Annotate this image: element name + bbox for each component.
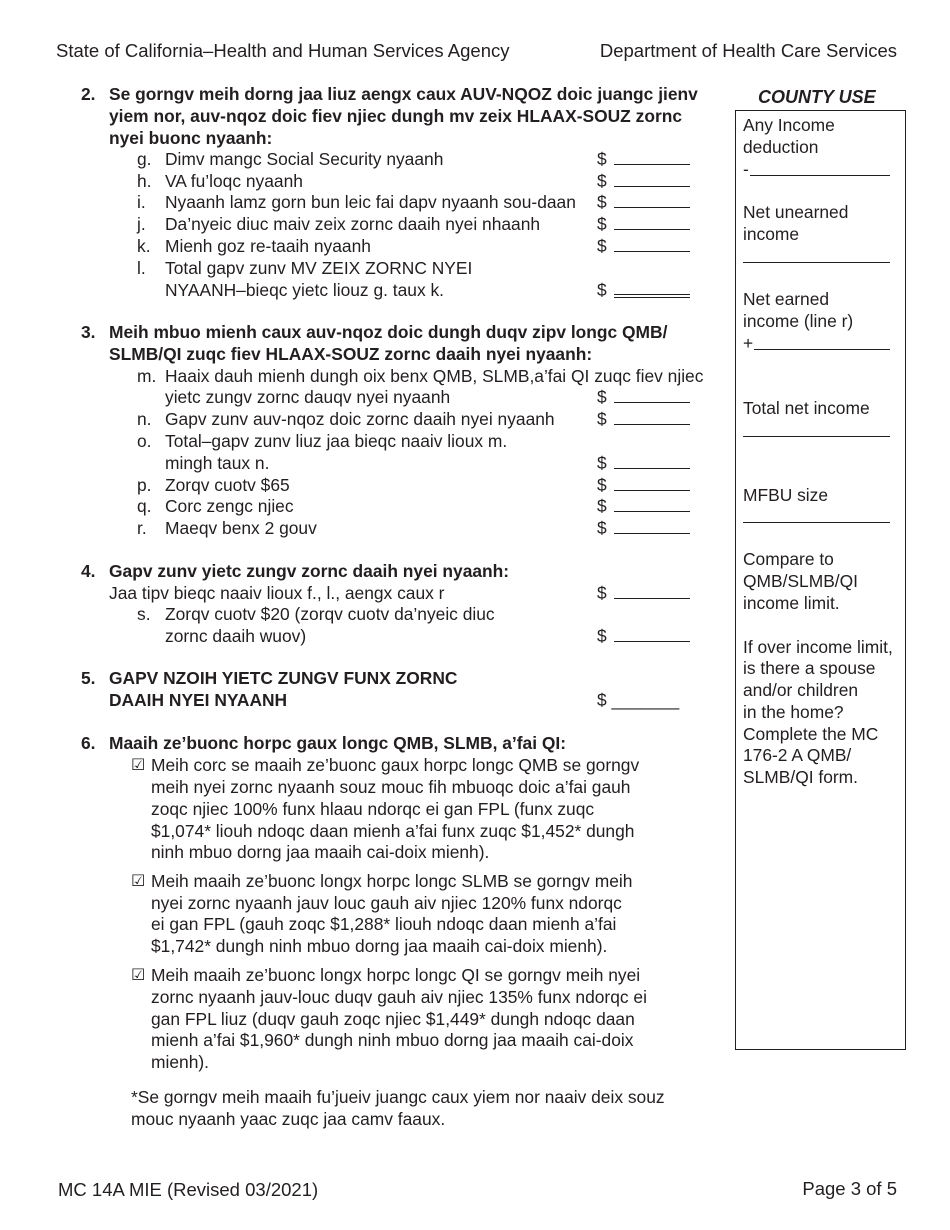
county-net-unearned-field[interactable] [743, 262, 890, 263]
item-o-label-line-2: mingh taux n. [165, 453, 270, 473]
item-q-dollar: $ [597, 496, 607, 516]
item-i-dollar: $ [597, 192, 607, 212]
section-4-field[interactable] [614, 598, 690, 599]
section-2-number: 2. [81, 84, 96, 104]
qmb-text-line-4: $1,074* liouh ndoqc daan mienh a’fai funx zuqc $1,452* dungh [151, 821, 635, 841]
county-any-income-line-2: deduction [743, 137, 819, 157]
county-any-income-line-1: Any Income [743, 115, 835, 135]
qmb-text-line-5: ninh mbuo dorng jaa maaih cai-doix mienh). [151, 842, 490, 862]
county-net-unearned-line-2: income [743, 224, 800, 244]
section-6-number: 6. [81, 733, 96, 753]
section-3-title-line-1: Meih mbuo mienh caux auv-nqoz doic dungh duqv zipv longc QMB/ [109, 322, 668, 342]
section-5-field[interactable]: $ _______ [597, 690, 680, 710]
item-l-dollar: $ [597, 280, 607, 300]
item-n-dollar: $ [597, 409, 607, 429]
county-compare-line-2: QMB/SLMB/QI [743, 571, 858, 591]
item-i-label: Nyaanh lamz gorn bun leic fai dapv nyaanh sou-daan [165, 192, 576, 212]
slmb-text-line-1: Meih maaih ze’buonc longx horpc longc SLMB se gorngv meih [151, 871, 633, 891]
county-mfbu-field[interactable] [743, 522, 890, 523]
county-if-over-line-7: SLMB/QI form. [743, 767, 858, 787]
item-l-total-field[interactable] [614, 294, 690, 298]
county-net-earned-line-2: income (line r) [743, 311, 854, 331]
item-m-letter: m. [137, 366, 157, 386]
slmb-checkbox[interactable]: ☑ [131, 873, 146, 890]
county-any-income-field[interactable] [750, 175, 890, 176]
item-r-label: Maeqv benx 2 gouv [165, 518, 317, 538]
county-minus-sign: - [743, 159, 749, 179]
item-r-dollar: $ [597, 518, 607, 538]
section-2-title-line-1: Se gorngv meih dorng jaa liuz aengx caux AUV-NQOZ doic juangc jienv [109, 84, 698, 104]
item-r-letter: r. [137, 518, 147, 538]
item-m-dollar: $ [597, 387, 607, 407]
section-4-dollar: $ [597, 583, 607, 603]
item-h-dollar: $ [597, 171, 607, 191]
item-h-label: VA fu’loqc nyaanh [165, 171, 303, 191]
county-compare-line-3: income limit. [743, 593, 840, 613]
county-use-title: COUNTY USE [758, 87, 876, 107]
county-net-earned-field[interactable] [754, 349, 890, 350]
item-n-field[interactable] [614, 424, 690, 425]
item-k-field[interactable] [614, 251, 690, 252]
section-5-number: 5. [81, 668, 96, 688]
item-s-letter: s. [137, 604, 151, 624]
county-if-over-line-2: is there a spouse [743, 658, 876, 678]
county-if-over-line-4: in the home? [743, 702, 844, 722]
item-q-label: Corc zengc njiec [165, 496, 294, 516]
county-plus-sign: + [743, 333, 754, 353]
section-3-number: 3. [81, 322, 96, 342]
header-agency: State of California–Health and Human Services Agency [56, 40, 510, 61]
qi-text-line-2: zornc nyaanh jauv-louc duqv gauh aiv njiec 135% funx ndorqc ei [151, 987, 647, 1007]
county-total-net-income: Total net income [743, 398, 870, 418]
item-k-letter: k. [137, 236, 151, 256]
footnote-line-1: *Se gorngv meih maaih fu’jueiv juangc caux yiem nor naaiv deix souz [131, 1087, 665, 1107]
qi-checkbox[interactable]: ☑ [131, 967, 146, 984]
item-k-label: Mienh goz re-taaih nyaanh [165, 236, 371, 256]
item-p-field[interactable] [614, 490, 690, 491]
item-n-label: Gapv zunv auv-nqoz doic zornc daaih nyei nyaanh [165, 409, 555, 429]
header-department: Department of Health Care Services [599, 40, 897, 61]
county-net-unearned-line-1: Net unearned [743, 202, 849, 222]
county-if-over-line-6: 176-2 A QMB/ [743, 745, 852, 765]
item-s-label-line-2: zornc daaih wuov) [165, 626, 307, 646]
county-compare-line-1: Compare to [743, 549, 834, 569]
item-l-letter: l. [137, 258, 146, 278]
county-mfbu-size: MFBU size [743, 485, 829, 505]
footnote-line-2: mouc nyaanh yaac zuqc jaa camv faaux. [131, 1109, 446, 1129]
footer-form-id: MC 14A MIE (Revised 03/2021) [58, 1179, 319, 1200]
item-j-letter: j. [137, 214, 146, 234]
item-h-letter: h. [137, 171, 152, 191]
slmb-text-line-3: ei gan FPL (gauh zoqc $1,288* liouh ndoqc daan mienh a’fai [151, 914, 617, 934]
county-net-earned-line-1: Net earned [743, 289, 830, 309]
item-m-label-line-2: yietc zungv zornc dauqv nyei nyaanh [165, 387, 451, 407]
section-6-title: Maaih ze’buonc horpc gaux longc QMB, SLMB, a’fai QI: [109, 733, 567, 753]
item-m-label-line-1: Haaix dauh mienh dungh oix benx QMB, SLMB,a’fai QI zuqc fiev njiec [165, 366, 704, 386]
footer-page-number: Page 3 of 5 [802, 1178, 897, 1199]
slmb-text-line-4: $1,742* dungh ninh mbuo dorng jaa maaih cai-doix mienh). [151, 936, 608, 956]
qi-text-line-3: gan FPL liuz (duqv gauh zoqc njiec $1,449* dungh ndoqc daan [151, 1009, 635, 1029]
item-j-label: Da’nyeic diuc maiv zeix zornc daaih nyei nhaanh [165, 214, 541, 234]
item-g-field[interactable] [614, 164, 690, 165]
item-r-field[interactable] [614, 533, 690, 534]
slmb-text-line-2: nyei zornc nyaanh jauv louc gauh aiv njiec 120% funx ndorqc [151, 893, 622, 913]
section-2-title-line-3: nyei buonc nyaanh: [109, 128, 273, 148]
section-2-title-line-2: yiem nor, auv-nqoz doic fiev njiec dungh mv zeix HLAAX-SOUZ zornc [109, 106, 683, 126]
section-4-title: Gapv zunv yietc zungv zornc daaih nyei nyaanh: [109, 561, 510, 581]
item-l-label-line-2: NYAANH–bieqc yietc liouz g. taux k. [165, 280, 445, 300]
section-4-subtitle: Jaa tipv bieqc naaiv lioux f., l., aengx caux r [109, 583, 445, 603]
item-g-letter: g. [137, 149, 152, 169]
section-5-title-line-1: GAPV NZOIH YIETC ZUNGV FUNX ZORNC [109, 668, 458, 688]
county-if-over-line-3: and/or children [743, 680, 859, 700]
item-l-label-line-1: Total gapv zunv MV ZEIX ZORNC NYEI [165, 258, 473, 278]
qi-text-line-1: Meih maaih ze’buonc longx horpc longc QI se gorngv meih nyei [151, 965, 641, 985]
qi-text-line-5: mienh). [151, 1052, 209, 1072]
item-n-letter: n. [137, 409, 152, 429]
item-h-field[interactable] [614, 186, 690, 187]
county-if-over-line-5: Complete the MC [743, 724, 879, 744]
section-5-title-line-2: DAAIH NYEI NYAANH [109, 690, 288, 710]
item-o-field[interactable] [614, 468, 690, 469]
item-k-dollar: $ [597, 236, 607, 256]
item-p-label: Zorqv cuotv $65 [165, 475, 290, 495]
item-p-letter: p. [137, 475, 152, 495]
item-q-field[interactable] [614, 511, 690, 512]
item-g-dollar: $ [597, 149, 607, 169]
item-j-dollar: $ [597, 214, 607, 234]
county-total-net-field[interactable] [743, 436, 890, 437]
item-p-dollar: $ [597, 475, 607, 495]
item-m-field[interactable] [614, 402, 690, 403]
qmb-text-line-3: zoqc njiec 100% funx hlaau ndorqc ei gan FPL (funx zuqc [151, 799, 595, 819]
qi-text-line-4: mienh a’fai $1,960* dungh ninh mbuo dorng jaa maaih cai-doix [151, 1030, 634, 1050]
qmb-text-line-1: Meih corc se maaih ze’buonc gaux horpc longc QMB se gorngv [151, 755, 640, 775]
qmb-checkbox[interactable]: ☑ [131, 757, 146, 774]
item-i-field[interactable] [614, 207, 690, 208]
qmb-text-line-2: meih nyei zornc nyaanh souz mouc fih mbuoqc doic a’fai gauh [151, 777, 631, 797]
item-s-field[interactable] [614, 641, 690, 642]
item-o-letter: o. [137, 431, 152, 451]
item-o-dollar: $ [597, 453, 607, 473]
item-s-label-line-1: Zorqv cuotv $20 (zorqv cuotv da’nyeic diuc [165, 604, 495, 624]
item-i-letter: i. [137, 192, 146, 212]
item-s-dollar: $ [597, 626, 607, 646]
item-j-field[interactable] [614, 229, 690, 230]
item-g-label: Dimv mangc Social Security nyaanh [165, 149, 444, 169]
section-3-title-line-2: SLMB/QI zuqc fiev HLAAX-SOUZ zornc daaih nyei nyaanh: [109, 344, 593, 364]
item-o-label-line-1: Total–gapv zunv liuz jaa bieqc naaiv lioux m. [165, 431, 508, 451]
county-if-over-line-1: If over income limit, [743, 637, 893, 657]
item-q-letter: q. [137, 496, 152, 516]
section-4-number: 4. [81, 561, 96, 581]
